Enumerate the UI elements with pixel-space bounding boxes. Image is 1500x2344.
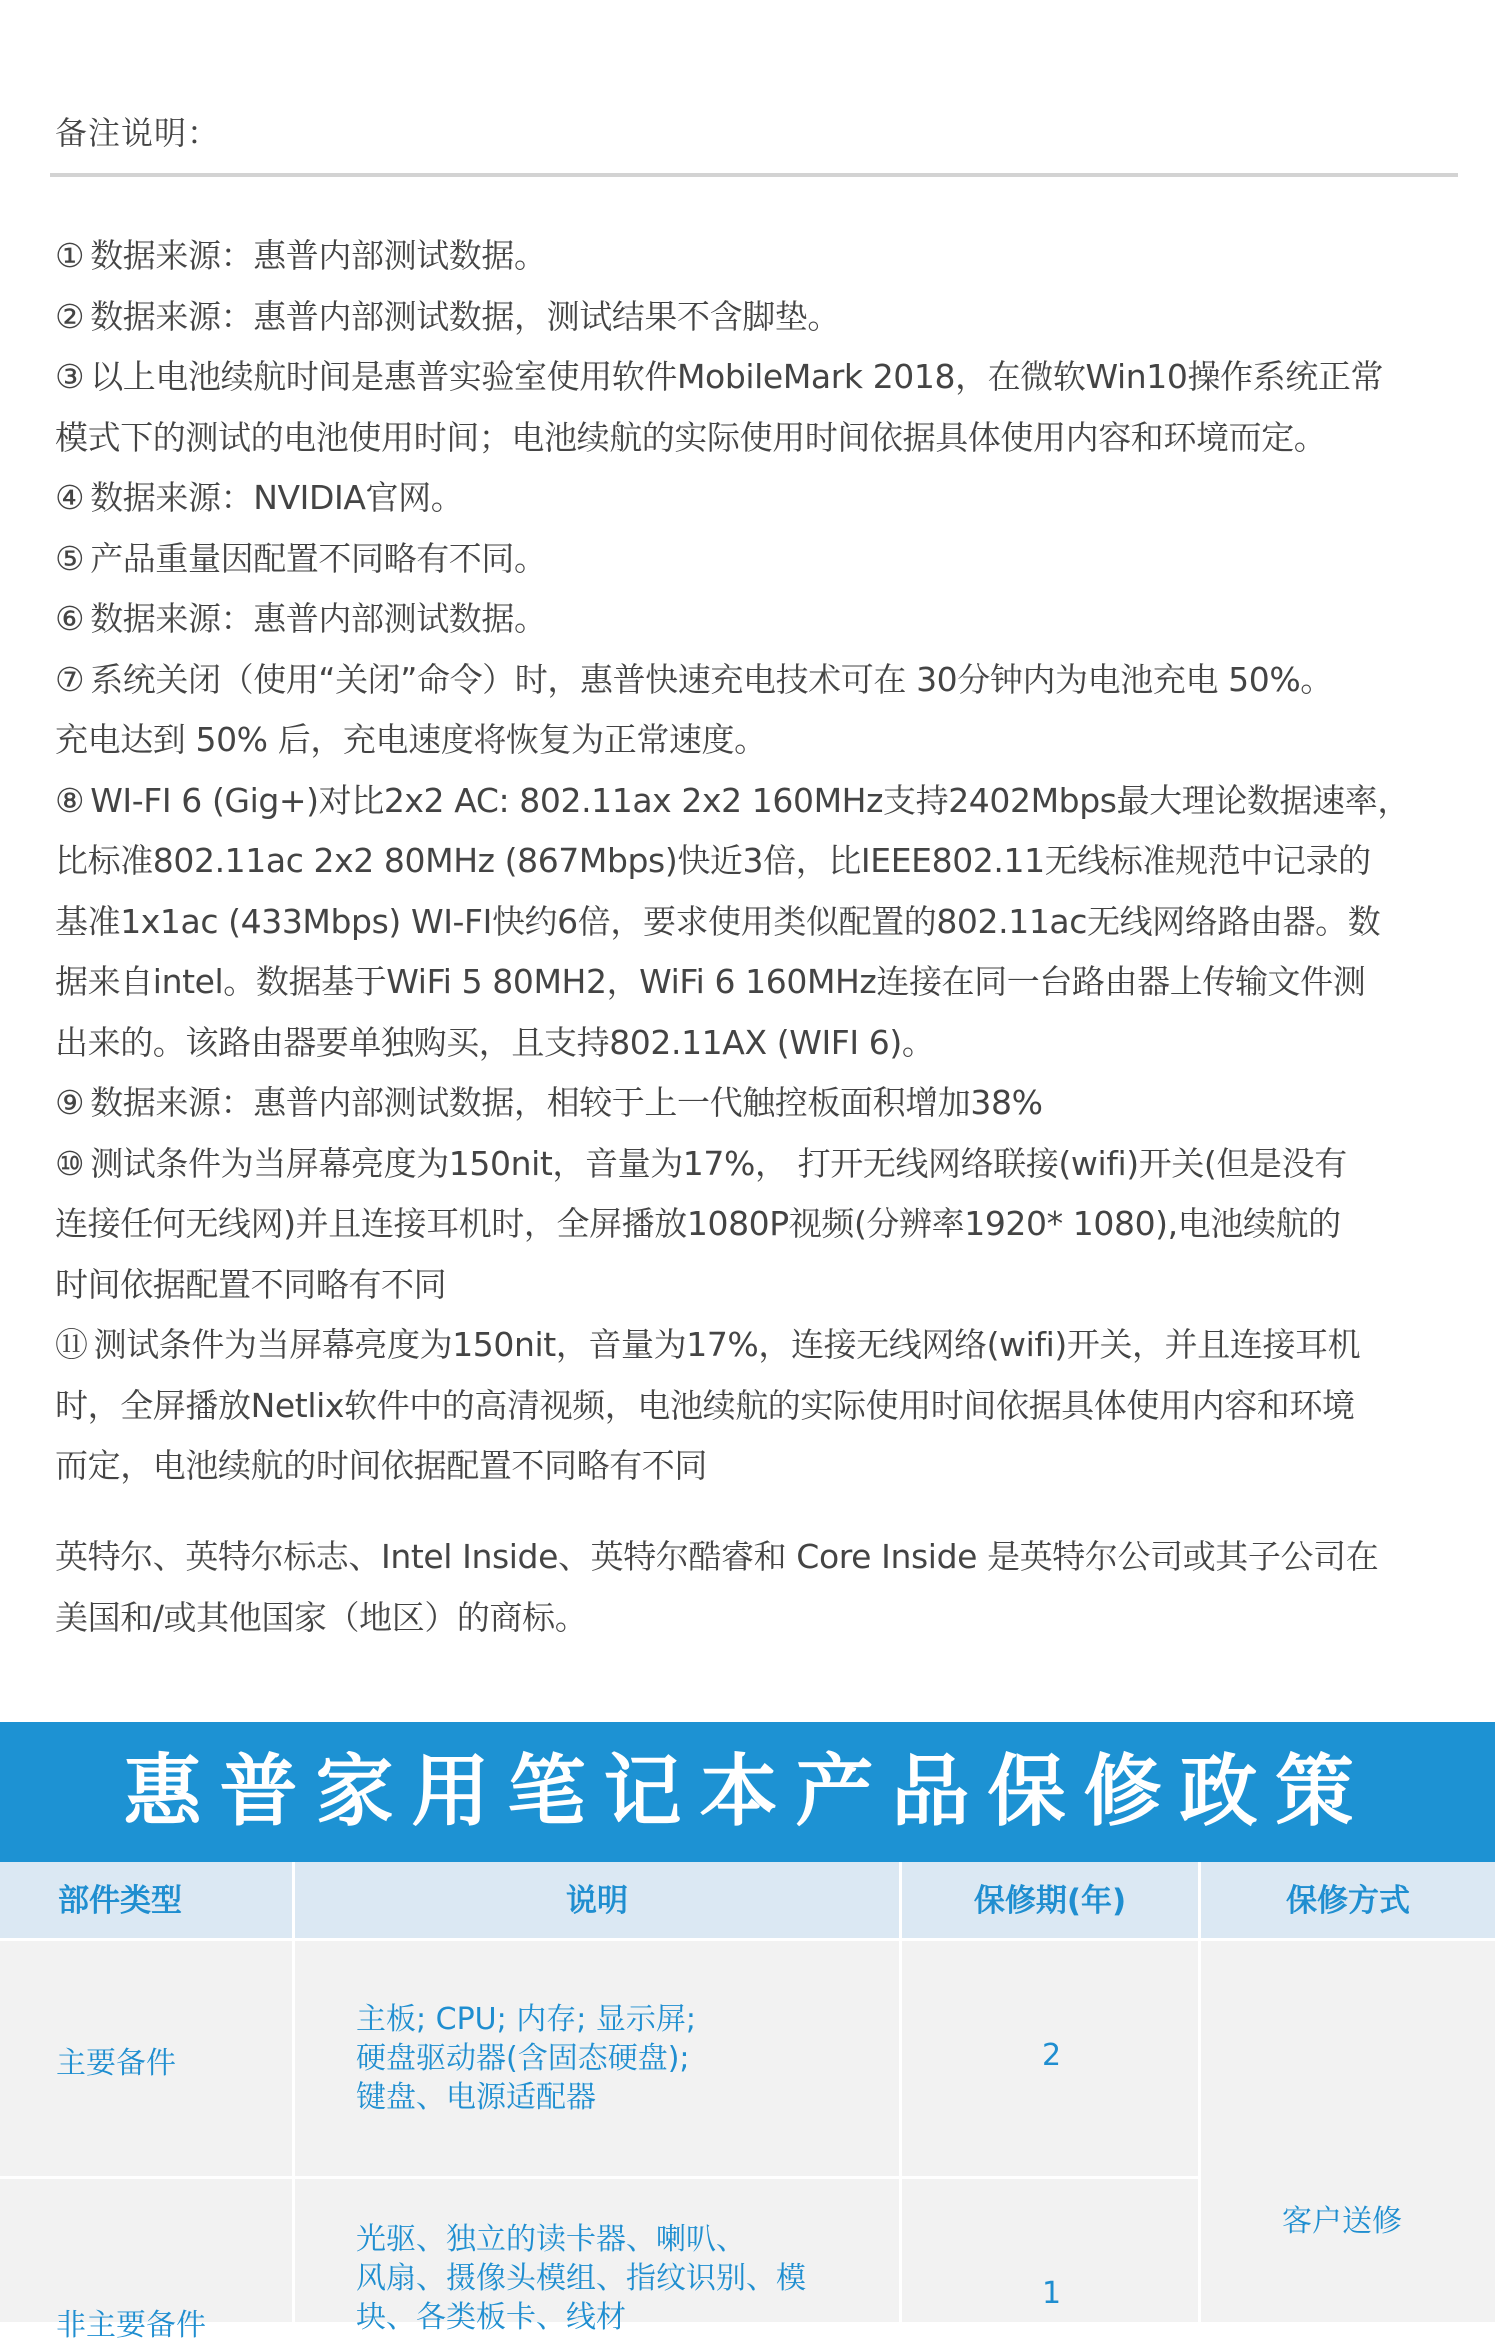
note-line [55, 1134, 1455, 1195]
note-text: 充电达到 50% 后，充电速度将恢复为正常速度。 [55, 720, 767, 759]
warranty-method: 客户送修 [1282, 2204, 1402, 2239]
note-line [55, 1315, 1455, 1376]
table-row-period: 1 [1042, 2276, 1062, 2311]
note-line [55, 1073, 1455, 1134]
note-item [55, 650, 1455, 771]
note-text: WI-FI 6 (Gig+)对比2x2 AC: 802.11ax 2x2 160MHz支持2402Mbps最大理论数据速率， [90, 780, 1410, 820]
note-line [55, 226, 1455, 287]
note-text: 测试条件为当屏幕亮度为150nit，音量为17%，连接无线网络(wifi)开关，并且连接耳机 [93, 1325, 1361, 1364]
note-text: 以上电池续航时间是惠普实验室使用软件MobileMark 2018，在微软Win10操作系统正常 [90, 357, 1384, 396]
note-line [55, 529, 1455, 590]
note-number: ③ [55, 357, 85, 396]
note-text: 比标准802.11ac 2x2 80MHz (867Mbps)快近3倍，比IEEE802.11无线标准规范中记录的 [55, 841, 1371, 880]
note-line [55, 347, 1455, 408]
note-number: ⑥ [55, 599, 85, 638]
trademark-line: 英特尔、英特尔标志、Intel Inside、英特尔酷睿和 Core Inside 是英特尔公司或其子公司在 [55, 1537, 1379, 1576]
note-line [55, 1376, 1455, 1437]
note-text: 模式下的测试的电池使用时间；电池续航的实际使用时间依据具体使用内容和环境而定。 [55, 417, 1327, 457]
note-number: ① [55, 236, 85, 275]
note-number: ⑤ [55, 538, 85, 578]
note-line [55, 1436, 1455, 1497]
note-line [55, 650, 1455, 711]
warranty-section [0, 1722, 1495, 2343]
note-text: 连接任何无线网)并且连接耳机时，全屏播放1080P视频(分辨率1920* 1080),电池续航的 [55, 1204, 1341, 1243]
note-text: 产品重量因配置不同略有不同。 [90, 538, 547, 578]
note-item [55, 529, 1455, 590]
trademark-notice [55, 1526, 1475, 1648]
notes-list [55, 226, 1455, 1497]
note-item [55, 468, 1455, 529]
table-header [0, 1862, 1495, 1940]
note-number: ⑦ [55, 659, 85, 699]
note-text: 数据来源：惠普内部测试数据。 [90, 236, 547, 275]
row-divider [0, 2176, 1198, 2179]
table-row-description: 主板; CPU; 内存; 显示屏; 硬盘驱动器(含固态硬盘); 键盘、电源适配器 [356, 2002, 697, 2115]
table-row-type: 主要备件 [56, 2046, 176, 2081]
header-period: 保修期(年) [973, 1883, 1127, 1919]
column-divider [292, 1862, 295, 2322]
note-item [55, 1073, 1455, 1134]
row-divider [0, 1938, 1495, 1941]
note-text: 数据来源：惠普内部测试数据，测试结果不含脚垫。 [90, 296, 840, 336]
header-description: 说明 [566, 1883, 628, 1919]
note-text: 而定，电池续航的时间依据配置不同略有不同 [55, 1446, 708, 1485]
note-text: 数据来源：惠普内部测试数据，相较于上一代触控板面积增加38% [90, 1083, 1043, 1122]
note-number: ⑩ [55, 1143, 85, 1183]
note-item [55, 1315, 1455, 1497]
note-line [55, 1255, 1455, 1316]
note-item [55, 589, 1455, 650]
table-row-type: 非主要备件 [56, 2308, 206, 2343]
note-item [55, 347, 1455, 468]
table-row-description: 光驱、独立的读卡器、喇叭、 风扇、摄像头模组、指纹识别、模 块、各类板卡、线材 [356, 2222, 806, 2335]
note-number: ④ [55, 478, 85, 517]
note-text: 数据来源：NVIDIA官网。 [90, 478, 464, 517]
header-method: 保修方式 [1286, 1883, 1410, 1919]
note-item [55, 287, 1455, 348]
warranty-title: 惠普家用笔记本产品保修政策 [0, 1722, 1495, 1862]
note-number: ⑨ [55, 1083, 85, 1122]
column-divider [1198, 1862, 1201, 2322]
note-text: 数据来源：惠普内部测试数据。 [90, 599, 547, 638]
notes-heading: 备注说明： [55, 114, 221, 152]
note-line [55, 710, 1455, 771]
note-number: ② [55, 296, 85, 336]
table-row-period: 2 [1042, 2038, 1062, 2073]
note-text: 基准1x1ac (433Mbps) WI-FI快约6倍，要求使用类似配置的802.11ac无线网络路由器。数 [55, 901, 1381, 941]
note-number: ⑪ [55, 1325, 88, 1364]
header-part-type: 部件类型 [58, 1883, 182, 1919]
note-line [55, 589, 1455, 650]
note-text: 时，全屏播放Netlix软件中的高清视频，电池续航的实际使用时间依据具体使用内容和环境 [55, 1385, 1355, 1425]
note-text: 测试条件为当屏幕亮度为150nit，音量为17%， 打开无线网络联接(wifi)开关(但是没有 [90, 1143, 1347, 1183]
note-number: ⑧ [55, 780, 85, 820]
note-text: 据来自intel。数据基于WiFi 5 80MH2，WiFi 6 160MHz连接在同一台路由器上传输文件测 [55, 962, 1366, 1001]
column-divider [899, 1862, 902, 2322]
note-text: 系统关闭（使用“关闭”命令）时，惠普快速充电技术可在 30分钟内为电池充电 50%。 [90, 659, 1333, 699]
notes-divider [50, 173, 1458, 177]
note-line [55, 771, 1455, 832]
note-text: 出来的。该路由器要单独购买，且支持802.11AX (WIFI 6)。 [55, 1022, 935, 1062]
note-line [55, 287, 1455, 348]
note-line [55, 892, 1455, 953]
note-line [55, 468, 1455, 529]
note-item [55, 1134, 1455, 1316]
trademark-line: 美国和/或其他国家（地区）的商标。 [55, 1598, 588, 1637]
note-text: 时间依据配置不同略有不同 [55, 1264, 447, 1304]
note-line [55, 952, 1455, 1013]
note-line [55, 408, 1455, 469]
note-line [55, 831, 1455, 892]
note-line [55, 1013, 1455, 1074]
note-item [55, 226, 1455, 287]
note-item [55, 771, 1455, 1074]
note-line [55, 1194, 1455, 1255]
